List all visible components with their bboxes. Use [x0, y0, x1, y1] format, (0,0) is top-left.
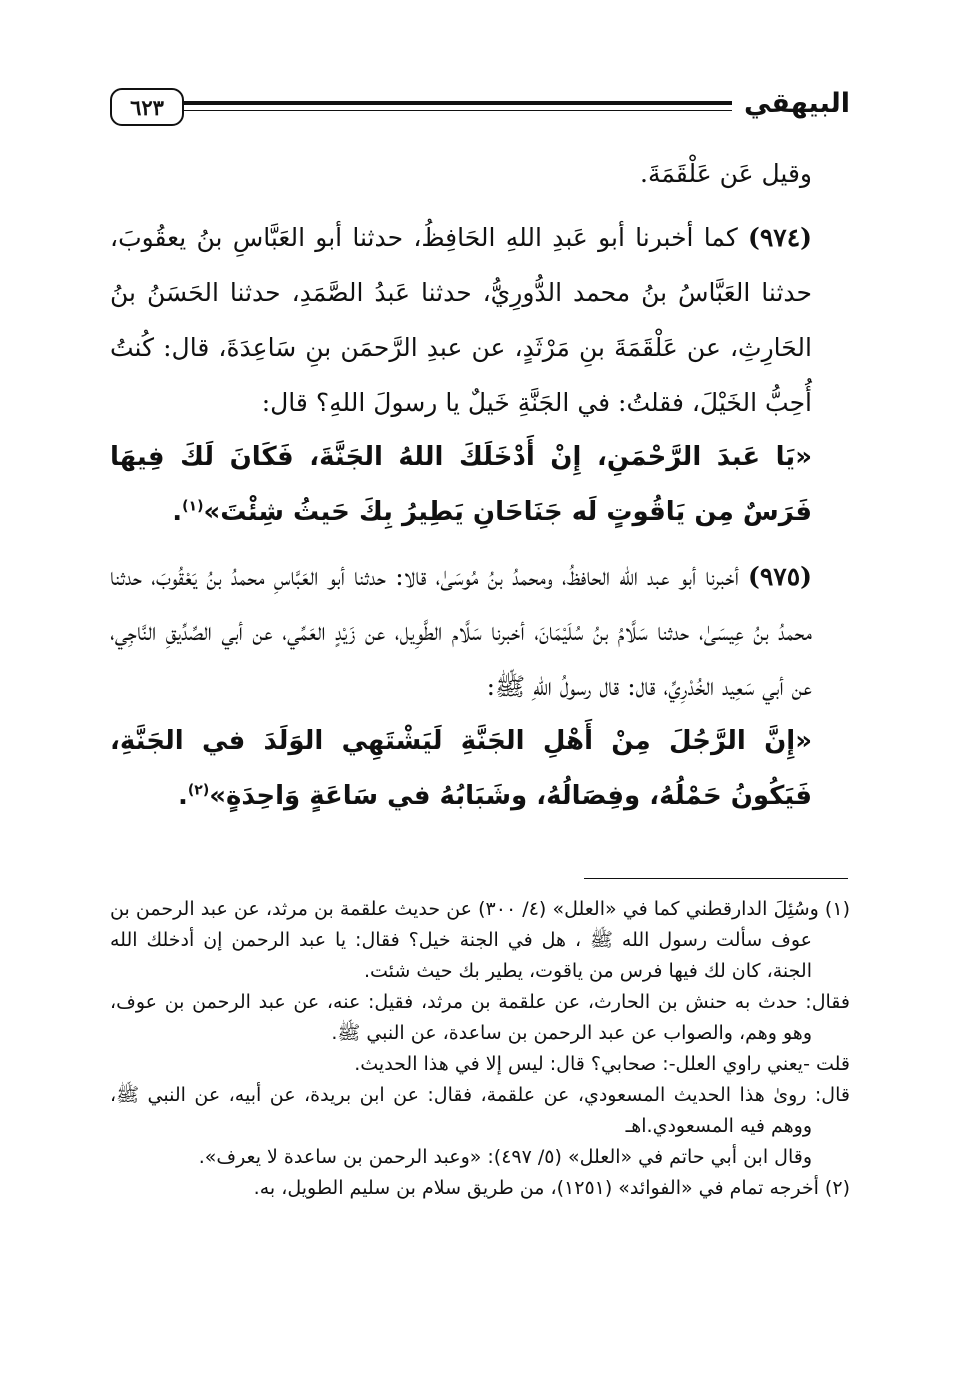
header-rule [184, 101, 732, 111]
footnote-1-ibn-abi-hatim: وقال ابن أبي حاتم في «العلل» (٥/ ٤٩٧): «وعبد الرحمن بن ساعدة لا يعرف». [198, 1146, 812, 1168]
isnad-text: أخبرنا أبو عبد الله الحافظُ، ومحمدُ بنُ مُوسَىٰ، قالا: حدثنا أبو العَبَّاسِ محمدُ بنُ يَعْقُوبَ، حدثنا محمدُ بنُ عِيسَىٰ، حدثنا سَلَّامُ بنُ سُلَيْمَانَ، أخبرنا سَلَّام الطَّوِيل، عن زَيْدٍ العَمِّي، عن أبي الصِّدِّيقِ النَّاجِي، عن أبي سَعِيد الخُدْرِيِّ، قال: قال رسولُ اللهِ ﷺ: [110, 562, 812, 701]
page-number: ٦٢٣ [110, 88, 184, 126]
book-title: البيهقي [743, 88, 850, 119]
intro-line: وقيل عَن عَلْقَمَةَ. [640, 159, 812, 188]
hadith-975-text: «إِنَّ الرَّجُلَ مِنْ أَهْلِ الجَنَّةِ لَيَشْتَهِي الوَلَدَ في الجَنَّةِ، فَيَكُونُ حَمْلُهُ، وفِصَالُهُ، وشَبَابُهُ في سَاعَةٍ وَاحِدَةٍ»$^{(٢)}$. [110, 726, 812, 811]
hadith-number: (٩٧٤) [748, 223, 812, 252]
footnote-1: (١) وسُئِلَ الدارقطني كما في «العلل» (٤/ ٣٠٠) عن حديث علقمة بن مرثد، عن عبد الرحمن بن عوف سألت رسول الله ﷺ ، هل في الجنة خيل؟ فقال: يا عبد الرحمن إن أدخلك الله الجنة، كان لك فيها فرس من ياقوت، يطير بك حيث شئت. [110, 898, 850, 982]
matn-text: «إِنَّ الرَّجُلَ مِنْ أَهْلِ الجَنَّةِ لَيَشْتَهِي الوَلَدَ في الجَنَّةِ، فَيَكُونُ حَمْلُهُ، وفِصَالُهُ، وشَبَابُهُ في سَاعَةٍ وَاحِدَةٍ» [110, 726, 812, 811]
hadith-number: (٩٧٥) [748, 562, 812, 591]
footnote-1-narration: قال: روىٰ هذا الحديث المسعودي، عن علقمة، فقال: عن ابن بريدة، عن أبيه، عن النبي ﷺ، ووهم فيه المسعودي.اهـ [110, 1084, 850, 1137]
isnad-text: كما أخبرنا أبو عَبدِ اللهِ الحَافِظُ، حدثنا أبو العَبَّاسِ بنُ يعقُوبَ، حدثنا العَبَّاسُ بنُ محمد الدُّورِيُّ، حدثنا عَبدُ الصَّمَدِ، حدثنا الحَسَنُ بنُ الحَارِثِ، عن عَلْقَمَةَ بنِ مَرْثَدٍ، عن عبدِ الرَّحمَن بنِ سَاعِدَةَ، قال: كُنتُ أُحِبُّ الخَيْلَ، فقلتُ: في الجَنَّةِ خَيلٌ يا رسولَ اللهِ؟ قال: [110, 223, 812, 417]
footnotes [110, 894, 850, 1204]
footnote-ref: (١) [182, 498, 204, 515]
main-text [110, 146, 850, 824]
hadith-974-text: «يَا عَبدَ الرَّحْمَنِ، إِنْ أَدْخَلَكَ اللهُ الجَنَّةَ، فَكَانَ لَكَ فِيهَا فَرَسٌ مِن يَاقُوتٍ لَه جَنَاحَانِ يَطِيرُ بِكَ حَيثُ شِئْتَ»$^{(١)}$. [110, 442, 812, 527]
matn-text: «يَا عَبدَ الرَّحْمَنِ، إِنْ أَدْخَلَكَ اللهُ الجَنَّةَ، فَكَانَ لَكَ فِيهَا فَرَسٌ مِن يَاقُوتٍ لَه جَنَاحَانِ يَطِيرُ بِكَ حَيثُ شِئْتَ» [110, 442, 812, 527]
page-header [110, 88, 850, 134]
hadith-975-chain [110, 549, 850, 714]
footnote-2: (٢) أخرجه تمام في «الفوائد» (١٢٥١)، من طريق سلام بن سليم الطويل، به. [253, 1177, 850, 1199]
footnote-1-question: قلت -يعني راوي العلل-: صحابي؟ قال: ليس إلا في هذا الحديث. [354, 1053, 850, 1075]
hadith-974-chain [110, 210, 850, 430]
footnote-ref: (٢) [187, 782, 210, 799]
footnote-separator [584, 878, 848, 879]
footnote-1-quote: فقال: حدث به حنش بن الحارث، عن علقمة بن مرثد، فقيل: عنه، عن عبد الرحمن بن عوف، وهو وهم، والصواب عن عبد الرحمن بن ساعدة، عن النبي ﷺ. [110, 991, 850, 1044]
